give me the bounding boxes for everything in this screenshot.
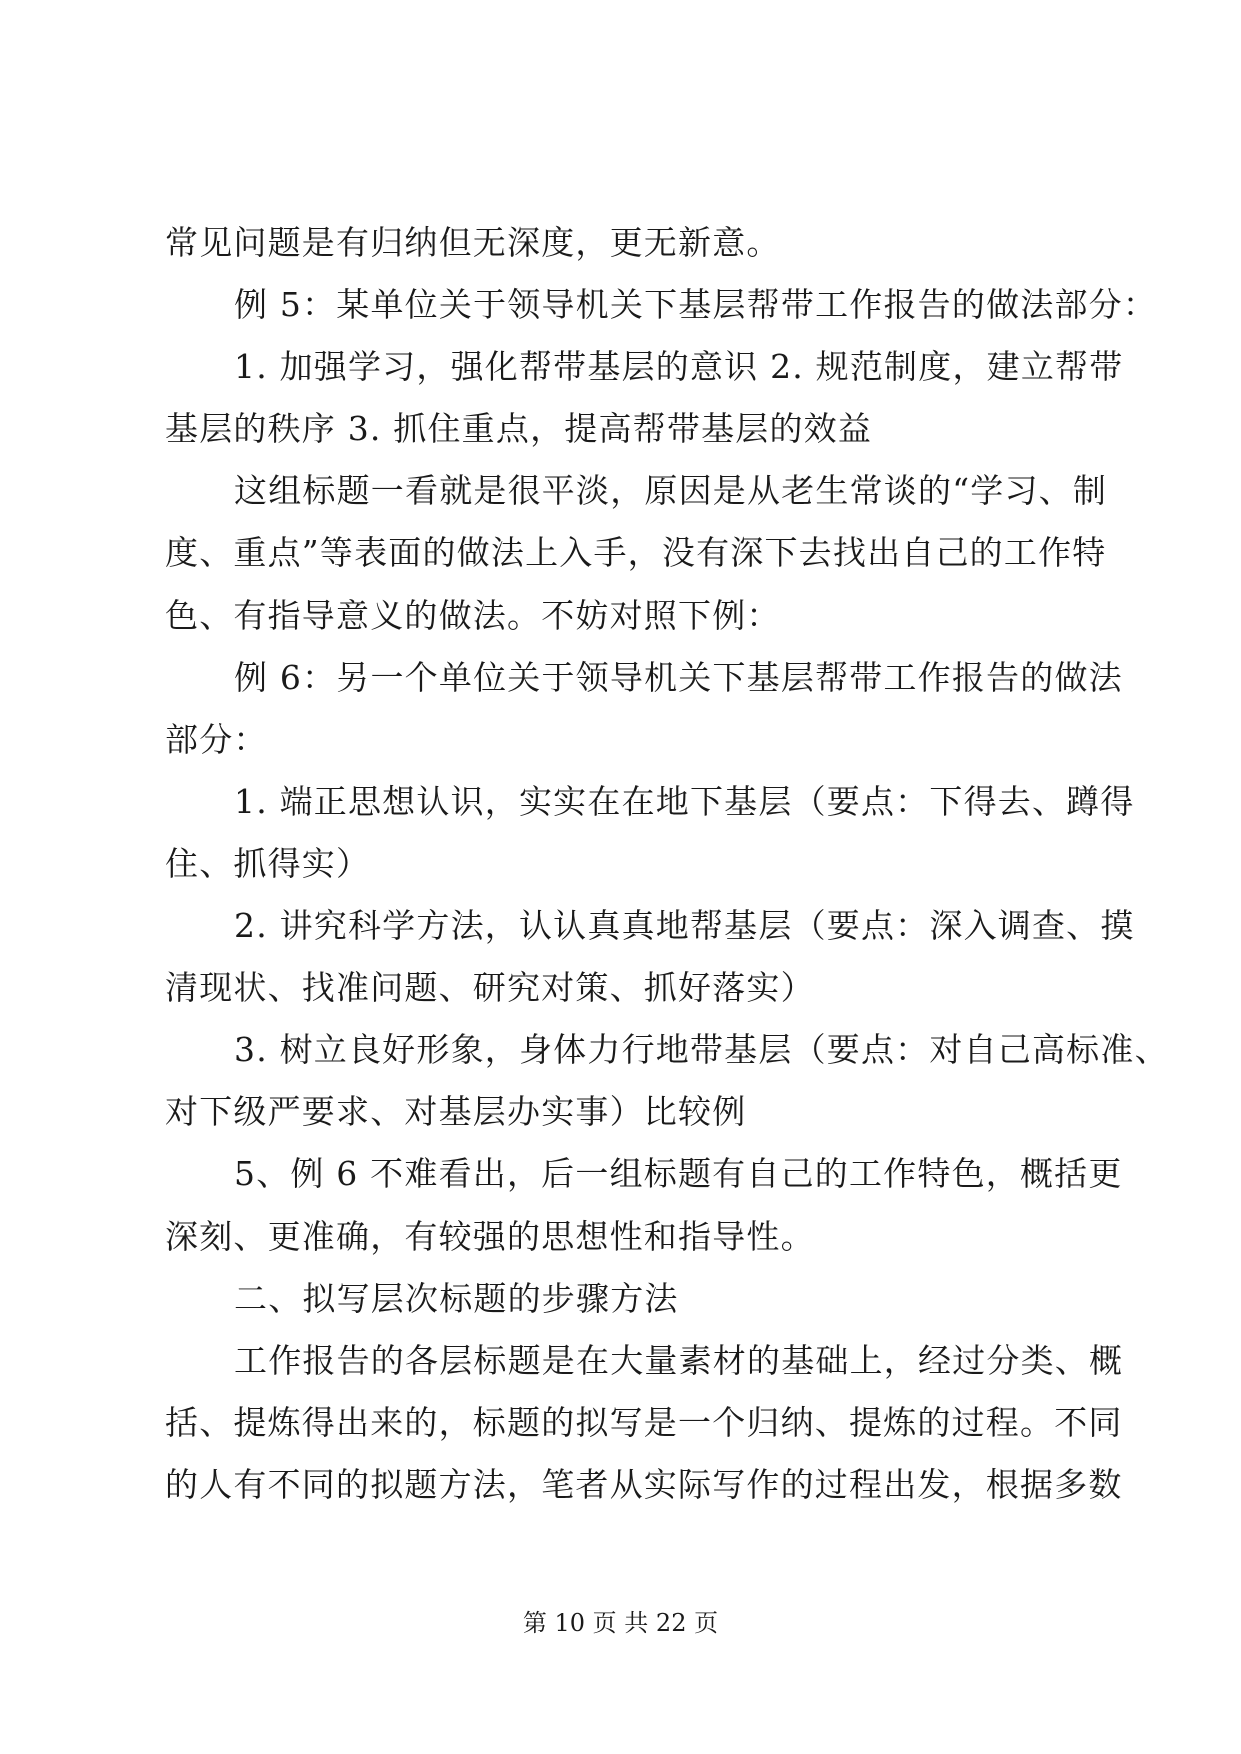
body-line: 部分： bbox=[165, 719, 268, 759]
body-line: 对下级严要求、对基层办实事）比较例 bbox=[165, 1092, 747, 1132]
body-line: 的人有不同的拟题方法，笔者从实际写作的过程出发，根据多数 bbox=[165, 1464, 1123, 1504]
body-line: 括、提炼得出来的，标题的拟写是一个归纳、提炼的过程。不同 bbox=[165, 1402, 1123, 1442]
body-line: 住、抓得实） bbox=[165, 843, 371, 883]
body-line: 5、例 6 不难看出，后一组标题有自己的工作特色，概括更 bbox=[234, 1154, 1123, 1194]
document-body bbox=[165, 223, 1169, 1529]
body-line: 清现状、找准问题、研究对策、抓好落实） bbox=[165, 968, 815, 1008]
body-line: 基层的秩序 3. 抓住重点，提高帮带基层的效益 bbox=[165, 409, 873, 449]
body-line: 例 5：某单位关于领导机关下基层帮带工作报告的做法部分： bbox=[234, 285, 1158, 325]
section-heading: 二、拟写层次标题的步骤方法 bbox=[234, 1278, 679, 1318]
body-line: 工作报告的各层标题是在大量素材的基础上，经过分类、概 bbox=[234, 1340, 1124, 1380]
body-line: 例 6：另一个单位关于领导机关下基层帮带工作报告的做法 bbox=[234, 657, 1123, 697]
page-number-footer: 第 10 页 共 22 页 bbox=[522, 1609, 719, 1637]
body-line: 3. 树立良好形象，身体力行地带基层（要点：对自己高标准、 bbox=[234, 1030, 1169, 1070]
body-line: 深刻、更准确，有较强的思想性和指导性。 bbox=[165, 1216, 815, 1256]
body-line: 常见问题是有归纳但无深度，更无新意。 bbox=[165, 223, 781, 262]
body-line: 色、有指导意义的做法。不妨对照下例： bbox=[165, 595, 781, 635]
body-line: 2. 讲究科学方法，认认真真地帮基层（要点：深入调查、摸 bbox=[234, 906, 1135, 946]
body-line: 度、重点”等表面的做法上入手，没有深下去找出自己的工作特 bbox=[165, 533, 1107, 573]
body-line: 这组标题一看就是很平淡，原因是从老生常谈的“学习、制 bbox=[234, 471, 1108, 511]
body-line: 1. 端正思想认识，实实在在地下基层（要点：下得去、蹲得 bbox=[234, 781, 1135, 821]
body-line: 1. 加强学习，强化帮带基层的意识 2. 规范制度，建立帮带 bbox=[234, 347, 1124, 387]
